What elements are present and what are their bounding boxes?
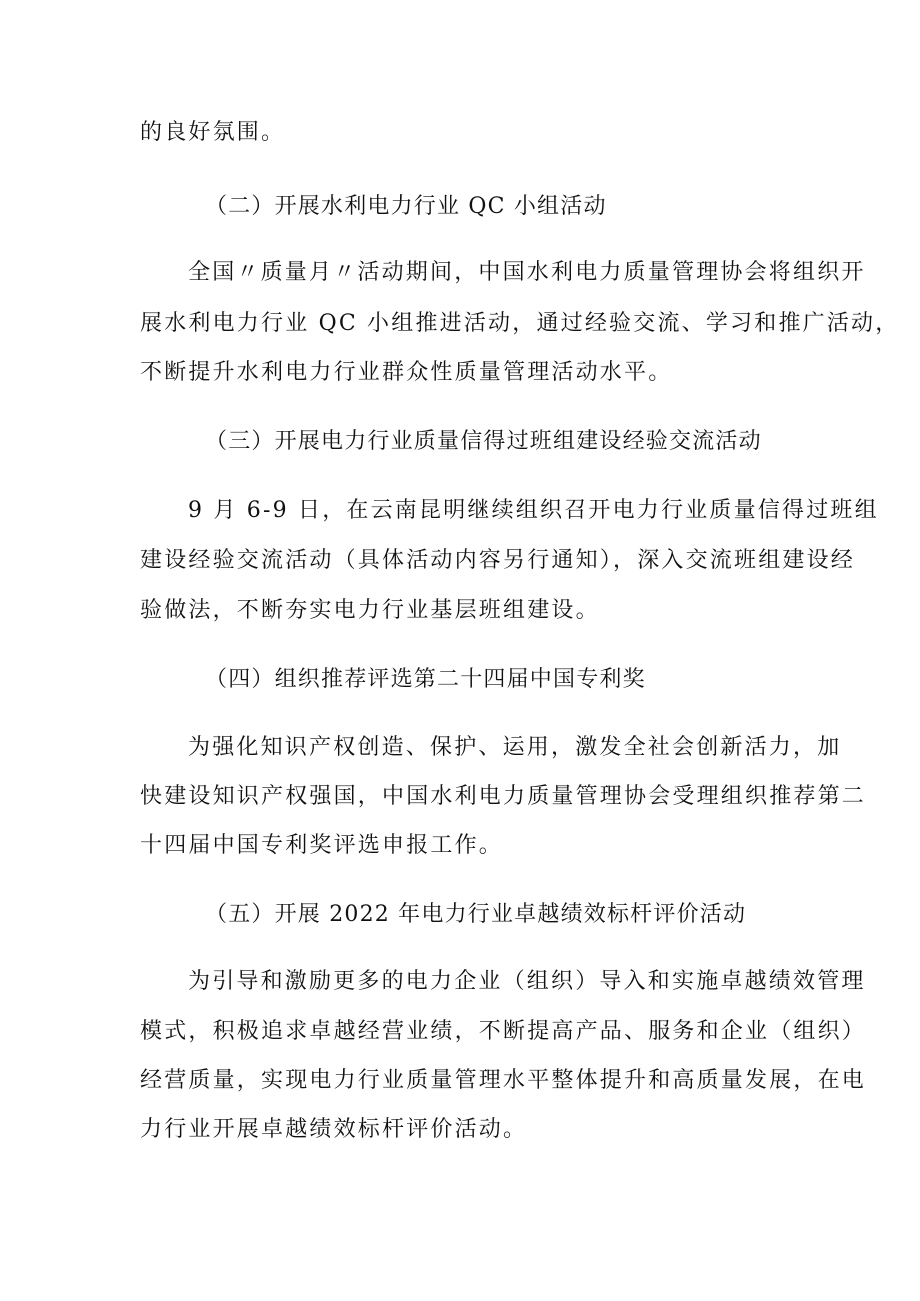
section-3-heading: （三）开展电力行业质量信得过班组建设经验交流活动 bbox=[205, 429, 762, 454]
section-2-line-1: 全国〃质量月〃活动期间，中国水利电力质量管理协会将组织开 bbox=[188, 260, 866, 285]
section-2-heading: （二）开展水利电力行业 QC 小组活动 bbox=[205, 194, 607, 219]
section-5-line-4: 力行业开展卓越绩效标杆评价活动。 bbox=[140, 1117, 528, 1142]
section-4-line-3: 十四届中国专利奖评选申报工作。 bbox=[140, 833, 504, 858]
section-2-line-2: 展水利电力行业 QC 小组推进活动，通过经验交流、学习和推广活动， bbox=[140, 311, 900, 336]
section-4-line-2: 快建设知识产权强国，中国水利电力质量管理协会受理组织推荐第二 bbox=[140, 784, 867, 809]
section-5-line-2: 模式，积极追求卓越经营业绩，不断提高产品、服务和企业（组织） bbox=[140, 1019, 867, 1044]
section-5-line-3: 经营质量，实现电力行业质量管理水平整体提升和高质量发展，在电 bbox=[140, 1068, 867, 1093]
section-3-line-3: 验做法，不断夯实电力行业基层班组建设。 bbox=[140, 598, 600, 623]
section-5-heading: （五）开展 2022 年电力行业卓越绩效标杆评价活动 bbox=[205, 902, 747, 927]
section-4-line-1: 为强化知识产权创造、保护、运用，激发全社会创新活力，加 bbox=[188, 735, 842, 760]
intro-tail-text: 的良好氛围。 bbox=[140, 120, 286, 145]
section-3-line-1: 9 月 6-9 日，在云南昆明继续组织召开电力行业质量信得过班组 bbox=[188, 498, 879, 523]
section-4-heading: （四）组织推荐评选第二十四届中国专利奖 bbox=[205, 667, 646, 692]
section-5-line-1: 为引导和激励更多的电力企业（组织）导入和实施卓越绩效管理 bbox=[188, 969, 866, 994]
section-3-line-2: 建设经验交流活动（具体活动内容另行通知），深入交流班组建设经 bbox=[140, 548, 856, 573]
section-2-line-3: 不断提升水利电力行业群众性质量管理活动水平。 bbox=[140, 360, 673, 385]
